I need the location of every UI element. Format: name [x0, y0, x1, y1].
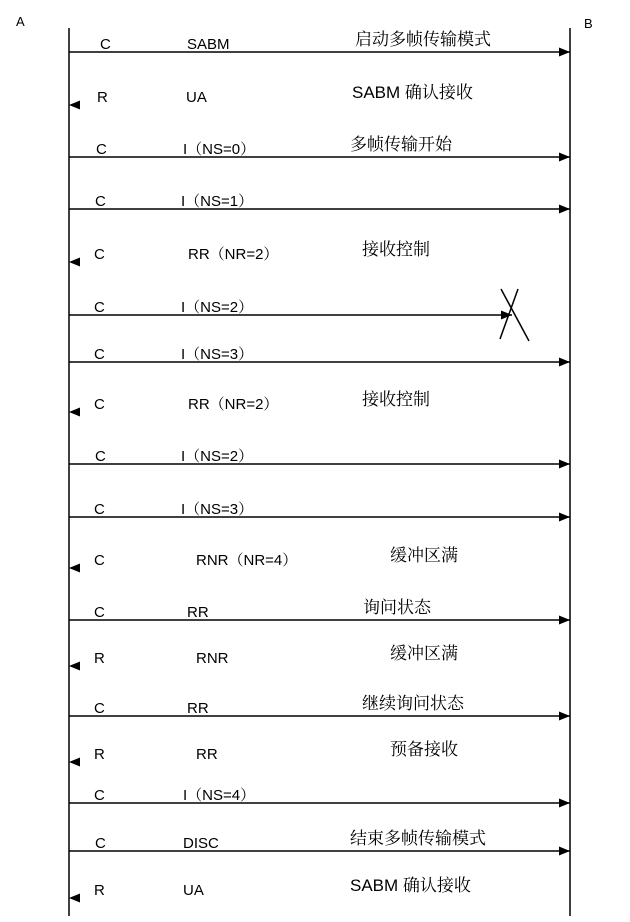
- message-row: [69, 30, 570, 57]
- message-row: [69, 876, 471, 903]
- message-row: [69, 501, 570, 522]
- frame-type-label: R: [94, 650, 105, 667]
- message-note-label: 接收控制: [362, 390, 430, 409]
- arrow-head: [559, 48, 570, 57]
- frame-type-label: R: [94, 882, 105, 899]
- frame-type-label: C: [95, 193, 106, 210]
- message-row: [69, 644, 458, 671]
- message-row: [69, 390, 430, 417]
- message-row: [69, 740, 458, 767]
- frame-name-label: UA: [183, 882, 204, 899]
- message-note-label: 缓冲区满: [390, 546, 458, 565]
- message-row: [69, 346, 570, 367]
- message-note-label: 接收控制: [362, 240, 430, 259]
- frame-name-label: I（NS=0）: [183, 141, 256, 158]
- arrow-head: [559, 205, 570, 214]
- arrow-head: [559, 513, 570, 522]
- frame-type-label: C: [94, 246, 105, 263]
- message-row: [69, 193, 570, 214]
- frame-type-label: R: [97, 89, 108, 106]
- frame-name-label: RR: [187, 604, 209, 621]
- message-note-label: 结束多帧传输模式: [350, 829, 486, 848]
- frame-name-label: RR（NR=2）: [188, 396, 279, 413]
- arrow-head: [559, 712, 570, 721]
- frame-type-label: C: [94, 501, 105, 518]
- message-note-label: 启动多帧传输模式: [355, 30, 491, 49]
- frame-type-label: C: [94, 700, 105, 717]
- frame-name-label: I（NS=1）: [181, 193, 254, 210]
- arrow-head: [69, 258, 80, 267]
- frame-type-label: C: [94, 396, 105, 413]
- message-note-label: 继续询问状态: [362, 694, 464, 713]
- frame-name-label: RNR: [196, 650, 229, 667]
- frame-name-label: SABM: [187, 36, 230, 53]
- message-row: [69, 787, 570, 808]
- message-note-label: 多帧传输开始: [350, 135, 452, 154]
- arrow-head: [69, 408, 80, 417]
- endpoint-b-label: B: [584, 16, 593, 31]
- arrow-head: [559, 460, 570, 469]
- frame-name-label: I（NS=3）: [181, 501, 254, 518]
- message-row: [69, 598, 570, 625]
- arrow-head: [69, 758, 80, 767]
- message-row: [69, 448, 570, 469]
- message-note-label: SABM 确认接收: [350, 876, 471, 895]
- frame-type-label: C: [95, 448, 106, 465]
- arrow-head: [559, 616, 570, 625]
- message-row: [69, 135, 570, 162]
- arrow-head: [559, 847, 570, 856]
- frame-type-label: C: [94, 604, 105, 621]
- message-row: [69, 289, 529, 341]
- frame-type-label: C: [94, 787, 105, 804]
- frame-name-label: I（NS=3）: [181, 346, 254, 363]
- message-row: [69, 240, 430, 267]
- message-note-label: 缓冲区满: [390, 644, 458, 663]
- frame-name-label: RNR（NR=4）: [196, 552, 298, 569]
- message-row: [69, 546, 458, 573]
- arrow-head: [69, 101, 80, 110]
- frame-name-label: RR: [187, 700, 209, 717]
- message-note-label: SABM 确认接收: [352, 83, 473, 102]
- frame-type-label: C: [94, 346, 105, 363]
- arrow-head: [69, 564, 80, 573]
- frame-name-label: RR（NR=2）: [188, 246, 279, 263]
- frame-name-label: RR: [196, 746, 218, 763]
- frame-type-label: C: [94, 299, 105, 316]
- frame-type-label: R: [94, 746, 105, 763]
- message-row: [69, 694, 570, 721]
- frame-type-label: C: [95, 835, 106, 852]
- arrow-head: [559, 799, 570, 808]
- frame-type-label: C: [96, 141, 107, 158]
- arrow-head: [69, 662, 80, 671]
- frame-name-label: DISC: [183, 835, 219, 852]
- frame-name-label: UA: [186, 89, 207, 106]
- message-list: [69, 30, 570, 903]
- frame-type-label: C: [94, 552, 105, 569]
- message-row: [69, 83, 473, 110]
- endpoint-a-label: A: [16, 14, 25, 29]
- message-note-label: 预备接收: [390, 740, 458, 759]
- frame-type-label: C: [100, 36, 111, 53]
- frame-name-label: I（NS=2）: [181, 299, 254, 316]
- frame-name-label: I（NS=4）: [183, 787, 256, 804]
- message-note-label: 询问状态: [363, 598, 431, 617]
- arrow-head: [69, 894, 80, 903]
- message-row: [69, 829, 570, 856]
- frame-name-label: I（NS=2）: [181, 448, 254, 465]
- arrow-head: [559, 358, 570, 367]
- arrow-head: [559, 153, 570, 162]
